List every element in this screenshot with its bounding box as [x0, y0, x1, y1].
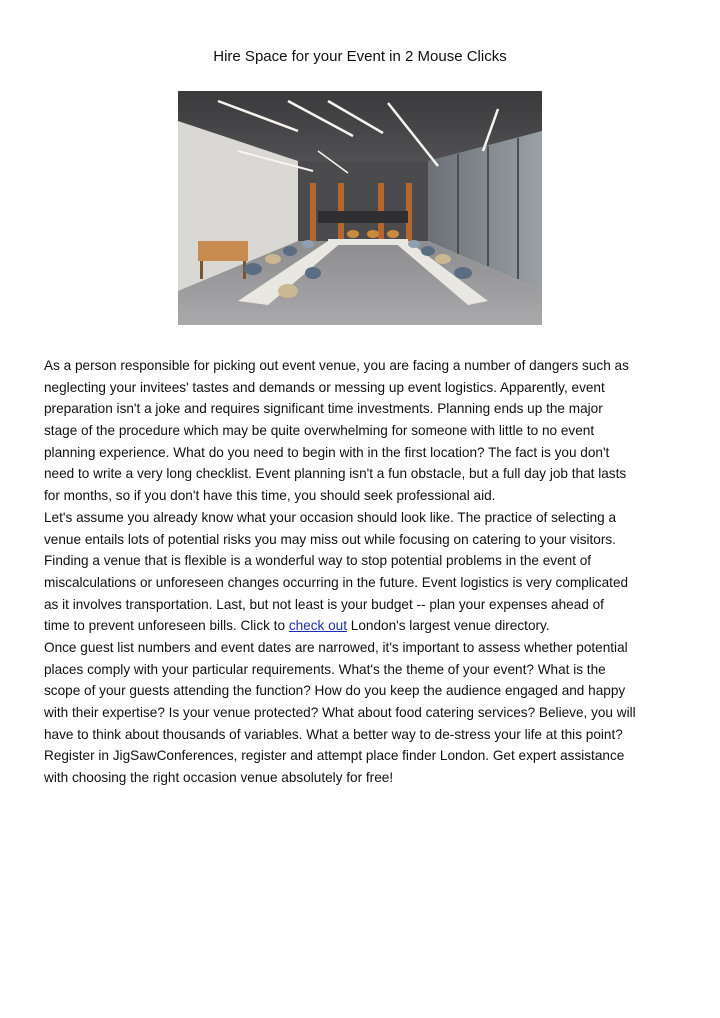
check-out-link[interactable]: check out [288, 618, 347, 634]
paragraph-line: Finding a venue that is flexible is a wonderful way to stop potential problems in the event of [44, 553, 592, 569]
paragraph-line: As a person responsible for picking out event venue, you are facing a number of dangers such as [44, 358, 629, 373]
page-title: Hire Space for your Event in 2 Mouse Clicks [213, 48, 507, 65]
paragraph-line: with their expertise? Is your venue protected? What about food catering services? Believe, you will [44, 705, 636, 720]
paragraph-line: scope of your guests attending the function? How do you keep the audience engaged and happy [44, 683, 626, 699]
paragraph-line: stage of the procedure which may be quite overwhelming for someone with little to no event [44, 423, 595, 439]
link-line-after-text: London's largest venue directory. [347, 618, 550, 634]
paragraph-line: with choosing the right occasion venue absolutely for free! [44, 770, 394, 786]
paragraph-line: have to think about thousands of variables. What a better way to de-stress your life at this point? [44, 726, 623, 742]
paragraph-line: planning experience. What do you need to begin with in the first location? The fact is you don't [44, 444, 610, 460]
article-body [44, 355, 684, 789]
paragraph-line: need to write a very long checklist. Event planning isn't a fun obstacle, but a full day job that lasts [44, 466, 627, 482]
paragraph-line: as it involves transportation. Last, but not least is your budget -- plan your expenses ahead of [44, 596, 604, 612]
paragraph-line: Register in JigSawConferences, register and attempt place finder London. Get expert assistance [44, 748, 625, 764]
paragraph-line: preparation isn't a joke and requires significant time investments. Planning ends up the major [44, 401, 603, 417]
paragraph-line: venue entails lots of potential risks you may miss out while focusing on catering to your visitors. [44, 531, 616, 547]
conference-room-photo [178, 91, 542, 325]
paragraph-line: neglecting your invitees' tastes and demands or messing up event logistics. Apparently, event [44, 379, 605, 395]
paragraph-line: Let's assume you already know what your occasion should look like. The practice of selecting a [44, 509, 617, 525]
paragraph-line: places comply with your particular requirements. What's the theme of your event? What is the [44, 661, 606, 677]
paragraph-line: miscalculations or unforeseen changes occurring in the future. Event logistics is very complicated [44, 574, 629, 590]
link-line-before-text: time to prevent unforeseen bills. Click to [44, 618, 289, 634]
paragraph-line: Once guest list numbers and event dates are narrowed, it's important to assess whether potential [44, 639, 628, 655]
paragraph-line-with-link [44, 615, 684, 637]
paragraph-line: for months, so if you don't have this time, you should seek professional aid. [44, 488, 496, 504]
